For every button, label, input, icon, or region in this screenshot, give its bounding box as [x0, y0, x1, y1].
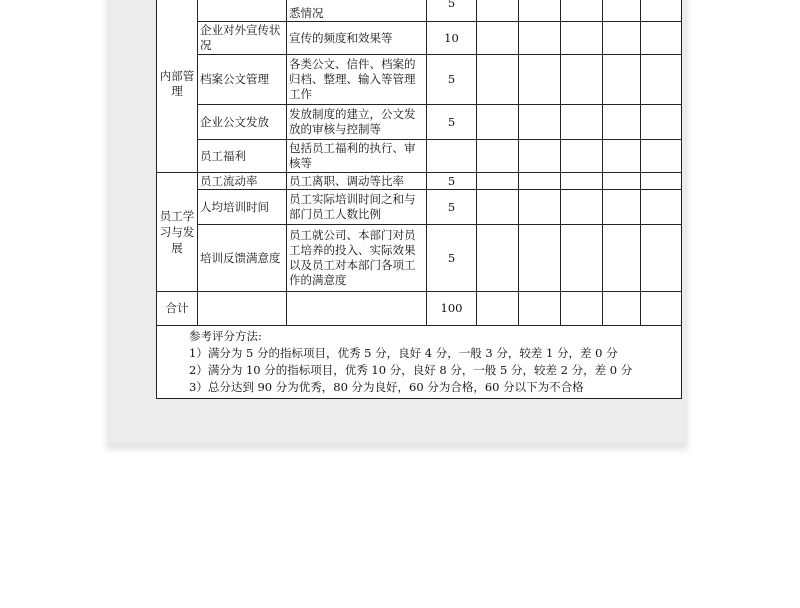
total-label: 合计 [157, 292, 198, 326]
score-cell: 5 [427, 105, 477, 140]
score-cell: 10 [427, 22, 477, 55]
item-cell [198, 0, 287, 22]
score-cell: 5 [427, 190, 477, 225]
empty-cell [561, 55, 603, 105]
empty-cell [477, 0, 519, 22]
empty-cell [603, 140, 641, 173]
table-row [157, 190, 682, 225]
empty-cell [519, 173, 561, 190]
category-cell: 内部管理 [157, 0, 198, 173]
empty-cell [477, 55, 519, 105]
empty-cell [477, 173, 519, 190]
table-row [157, 55, 682, 105]
empty-cell [477, 225, 519, 292]
empty-cell [477, 292, 519, 326]
total-score: 100 [427, 292, 477, 326]
item-cell: 培训反馈满意度 [198, 225, 287, 292]
table-row [157, 22, 682, 55]
empty-cell [519, 190, 561, 225]
item-cell: 员工流动率 [198, 173, 287, 190]
description-cell: 各类公文、信件、档案的归档、整理、输入等管理工作 [287, 55, 427, 105]
empty-cell [519, 105, 561, 140]
total-row [157, 292, 682, 326]
empty-cell [519, 22, 561, 55]
item-cell: 档案公文管理 [198, 55, 287, 105]
notes-row [157, 326, 682, 399]
notes-line: 1）满分为 5 分的指标项目，优秀 5 分，良好 4 分，一般 3 分，较差 1 分，差 0 分 [189, 346, 618, 360]
empty-cell [641, 55, 682, 105]
page-left-margin [110, 0, 156, 443]
empty-cell [561, 22, 603, 55]
empty-cell [519, 55, 561, 105]
item-cell: 员工福利 [198, 140, 287, 173]
page-bottom-margin [110, 393, 685, 443]
description-cell: 包括员工福利的执行、审核等 [287, 140, 427, 173]
empty-cell [519, 0, 561, 22]
empty-cell [641, 190, 682, 225]
empty-cell [198, 292, 287, 326]
empty-cell [603, 55, 641, 105]
empty-cell [603, 105, 641, 140]
empty-cell [641, 140, 682, 173]
table-row [157, 105, 682, 140]
table-row [157, 225, 682, 292]
score-cell [427, 140, 477, 173]
empty-cell [519, 140, 561, 173]
empty-cell [477, 140, 519, 173]
empty-cell [561, 225, 603, 292]
empty-cell [641, 22, 682, 55]
score-cell: 5 [427, 225, 477, 292]
category-cell: 员工学习与发展 [157, 173, 198, 292]
description-cell: 员工就公司、本部门对员工培养的投入、实际效果以及员工对本部门各项工作的满意度 [287, 225, 427, 292]
empty-cell [477, 190, 519, 225]
empty-cell [287, 292, 427, 326]
empty-cell [561, 140, 603, 173]
notes-title: 参考评分方法: [189, 329, 262, 343]
empty-cell [477, 22, 519, 55]
table-row [157, 0, 682, 22]
empty-cell [641, 292, 682, 326]
empty-cell [561, 292, 603, 326]
empty-cell [477, 105, 519, 140]
description-cell: 悉情况 [287, 0, 427, 22]
score-cell: 5 [427, 173, 477, 190]
item-cell: 企业公文发放 [198, 105, 287, 140]
empty-cell [641, 225, 682, 292]
empty-cell [603, 22, 641, 55]
empty-cell [519, 225, 561, 292]
score-cell: 5 [427, 0, 477, 22]
empty-cell [641, 173, 682, 190]
evaluation-table [156, 0, 682, 399]
empty-cell [561, 190, 603, 225]
score-cell: 5 [427, 55, 477, 105]
empty-cell [519, 292, 561, 326]
empty-cell [561, 0, 603, 22]
scoring-notes [157, 326, 682, 399]
empty-cell [641, 105, 682, 140]
empty-cell [641, 0, 682, 22]
empty-cell [603, 292, 641, 326]
description-cell: 发放制度的建立，公文发放的审核与控制等 [287, 105, 427, 140]
description-cell: 宣传的频度和效果等 [287, 22, 427, 55]
notes-line: 3）总分达到 90 分为优秀，80 分为良好，60 分为合格，60 分以下为不合格 [189, 380, 584, 394]
empty-cell [603, 190, 641, 225]
empty-cell [603, 0, 641, 22]
item-cell: 企业对外宣传状况 [198, 22, 287, 55]
notes-line: 2）满分为 10 分的指标项目，优秀 10 分，良好 8 分，一般 5 分，较差 2 分，差 0 分 [189, 363, 633, 377]
empty-cell [603, 225, 641, 292]
table-row [157, 140, 682, 173]
empty-cell [561, 173, 603, 190]
description-cell: 员工实际培训时间之和与部门员工人数比例 [287, 190, 427, 225]
empty-cell [561, 105, 603, 140]
table-row [157, 173, 682, 190]
item-cell: 人均培训时间 [198, 190, 287, 225]
empty-cell [603, 173, 641, 190]
description-cell: 员工离职、调动等比率 [287, 173, 427, 190]
